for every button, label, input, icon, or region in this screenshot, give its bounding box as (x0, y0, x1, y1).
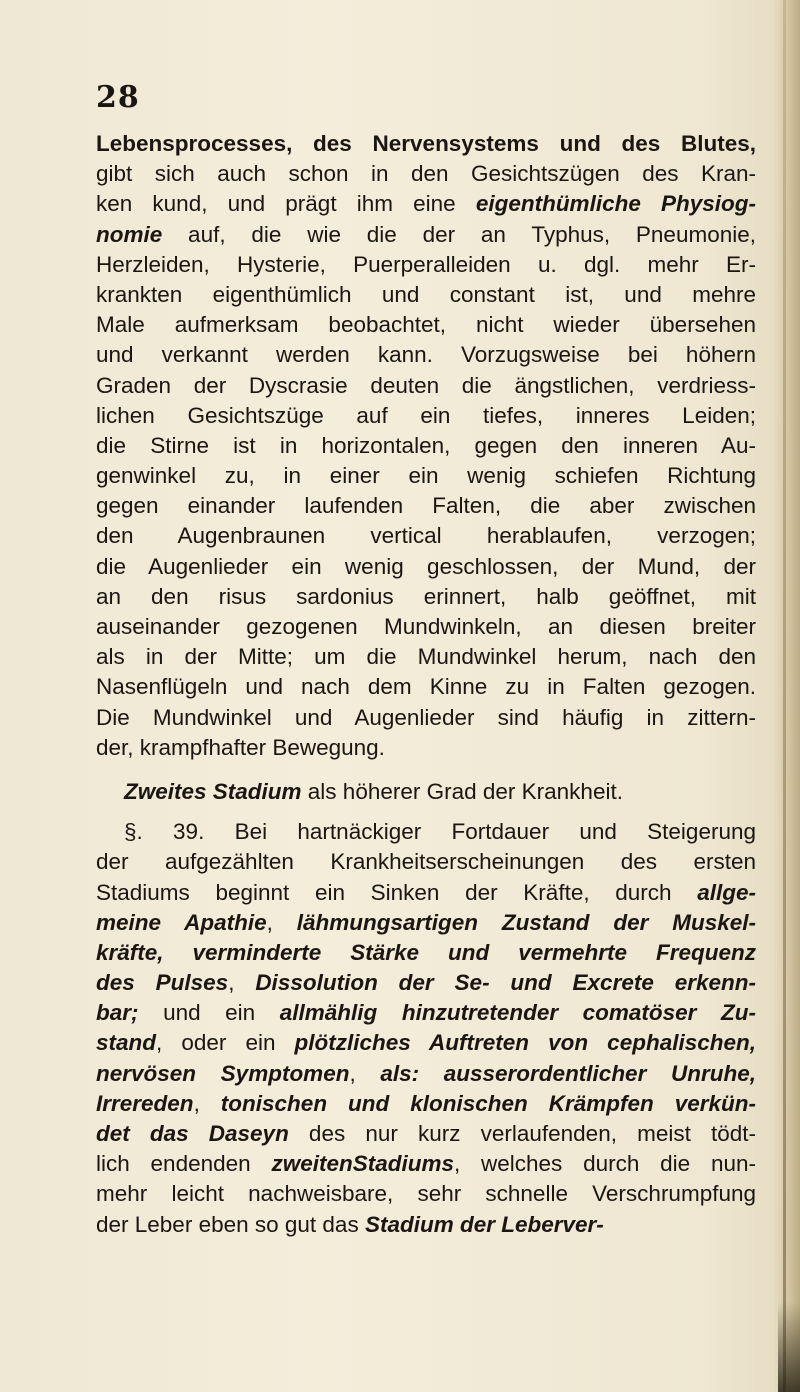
text-line (96, 612, 756, 642)
text-run: Male aufmerksam beobachtet, nicht wieder übersehen (96, 312, 756, 338)
text-line (96, 817, 756, 847)
text-line (96, 938, 756, 968)
text-line (96, 401, 756, 431)
text-line (96, 250, 756, 280)
text-run: Lebensprocesses, des Nervensystems und des Blutes, (96, 131, 756, 156)
text-line (96, 310, 756, 340)
text-run: die Stirne ist in horizontalen, gegen den inneren Au- (96, 432, 756, 458)
text-run: , (193, 1090, 221, 1116)
text-line (96, 582, 756, 612)
text-run: stand (96, 1030, 157, 1056)
text-line (96, 220, 756, 250)
text-run: , (228, 970, 256, 996)
text-run: Stadium der Leberver- (364, 1211, 604, 1237)
text-run: Nasenflügeln und nach dem Kinne zu in Falten gezogen. (96, 674, 756, 700)
text-run: meine Apathie (96, 909, 267, 935)
text-line (96, 672, 756, 702)
text-run: des Pulses (96, 970, 229, 996)
text-line (96, 733, 756, 763)
text-line (96, 129, 756, 159)
text-line (96, 340, 756, 370)
text-run: auf, die wie die der an Typhus, Pneumonie, (162, 221, 756, 247)
text-run: des nur kurz verlaufenden, meist tödt- (288, 1121, 756, 1146)
text-run: mehr leicht nachweisbare, sehr schnelle Verschrumpfung (96, 1181, 756, 1207)
text-run: kräfte, verminderte Stärke und vermehrte Frequenz (96, 939, 756, 965)
page-edge-line (783, 0, 786, 1392)
text-run: und verkannt werden kann. Vorzugsweise bei höhern (96, 342, 756, 368)
text-line (96, 1028, 756, 1058)
text-line (96, 642, 756, 672)
text-run: allge- (697, 879, 756, 905)
text-line (96, 908, 756, 938)
paragraph-second (96, 817, 756, 1240)
text-run: krankten eigenthümlich und constant ist, und mehre (96, 281, 756, 307)
text-line (96, 1149, 756, 1179)
text-run: , (266, 909, 297, 935)
body-text (96, 129, 756, 1240)
page-edge-shadow (774, 0, 800, 1392)
text-run: zweitenStadiums (271, 1151, 454, 1177)
text-run: auseinander gezogenen Mundwinkeln, an diesen breiter (96, 614, 756, 639)
text-line (96, 1210, 756, 1240)
text-run: Zweites Stadium (124, 778, 302, 804)
text-run: eigenthümliche Physiog- (475, 191, 756, 217)
text-line (96, 371, 756, 401)
text-run: , (349, 1060, 381, 1086)
text-run: lähmungsartigen Zustand der Muskel- (296, 909, 756, 935)
text-run: an den risus sardonius erinnert, halb geöffnet, mit (96, 583, 756, 609)
text-run: als höherer Grad der Krankheit. (301, 778, 623, 804)
text-line (96, 1179, 756, 1209)
text-line (96, 968, 756, 998)
text-line (96, 998, 756, 1028)
text-line (96, 521, 756, 551)
text-line (96, 159, 756, 189)
text-line (96, 1089, 756, 1119)
section-heading (96, 777, 756, 807)
text-run: det das Daseyn (96, 1121, 289, 1146)
text-run: lichen Gesichtszüge auf ein tiefes, inneres Leiden; (96, 402, 756, 428)
text-run: genwinkel zu, in einer ein wenig schiefen Richtung (96, 463, 756, 489)
text-run: §. 39. Bei hartnäckiger Fortdauer und Steigerung (124, 819, 756, 845)
text-line (96, 431, 756, 461)
text-line (96, 189, 756, 219)
text-run: nervösen Symptomen (96, 1060, 350, 1086)
text-run: ken kund, und prägt ihm eine (96, 191, 476, 217)
text-run: der Leber eben so gut das (96, 1211, 365, 1237)
text-line (96, 1119, 756, 1149)
text-line (96, 703, 756, 733)
text-run: Stadiums beginnt ein Sinken der Kräfte, durch (96, 879, 698, 905)
text-line (96, 280, 756, 310)
page-corner-shadow (778, 1302, 800, 1392)
text-run: die Augenlieder ein wenig geschlossen, der Mund, der (96, 553, 756, 579)
text-run: der, krampfhafter Bewegung. (96, 734, 385, 760)
text-run: der aufgezählten Krankheitserscheinungen des ersten (96, 849, 756, 875)
text-run: allmählig hinzutretender comatöser Zu- (279, 1000, 756, 1026)
text-run: tonischen und klonischen Krämpfen verkün- (220, 1090, 756, 1116)
text-line (96, 847, 756, 877)
text-line (96, 461, 756, 491)
paragraph-first (96, 129, 756, 763)
text-run: gegen einander laufenden Falten, die aber zwischen (96, 493, 756, 519)
text-run: Irrereden (96, 1090, 194, 1116)
text-run: lich endenden (96, 1151, 272, 1177)
text-run: den Augenbraunen vertical herablaufen, verzogen; (96, 523, 756, 549)
text-line (96, 1059, 756, 1089)
text-run: nomie (96, 221, 163, 247)
text-run: bar; (96, 1000, 139, 1026)
text-run: Die Mundwinkel und Augenlieder sind häufig in zittern- (96, 704, 756, 730)
text-run: , oder ein (156, 1030, 295, 1056)
page-number: 28 (96, 80, 140, 115)
text-line (96, 491, 756, 521)
text-run: , welches durch die nun- (453, 1151, 756, 1177)
text-run: Herzleiden, Hysterie, Puerperalleiden u. dgl. mehr Er- (96, 251, 756, 277)
text-line (96, 552, 756, 582)
text-run: plötzliches Auftreten von cephalischen, (294, 1030, 756, 1056)
text-run: als: ausserordentlicher Unruhe, (380, 1060, 756, 1086)
text-run: gibt sich auch schon in den Gesichtszügen des Kran- (96, 161, 756, 187)
text-run: Dissolution der Se- und Excrete erkenn- (255, 970, 756, 996)
text-run: Graden der Dyscrasie deuten die ängstlichen, verdriess- (96, 372, 756, 398)
text-line (96, 878, 756, 908)
text-run: und ein (138, 1000, 280, 1026)
text-run: als in der Mitte; um die Mundwinkel herum, nach den (96, 644, 756, 670)
